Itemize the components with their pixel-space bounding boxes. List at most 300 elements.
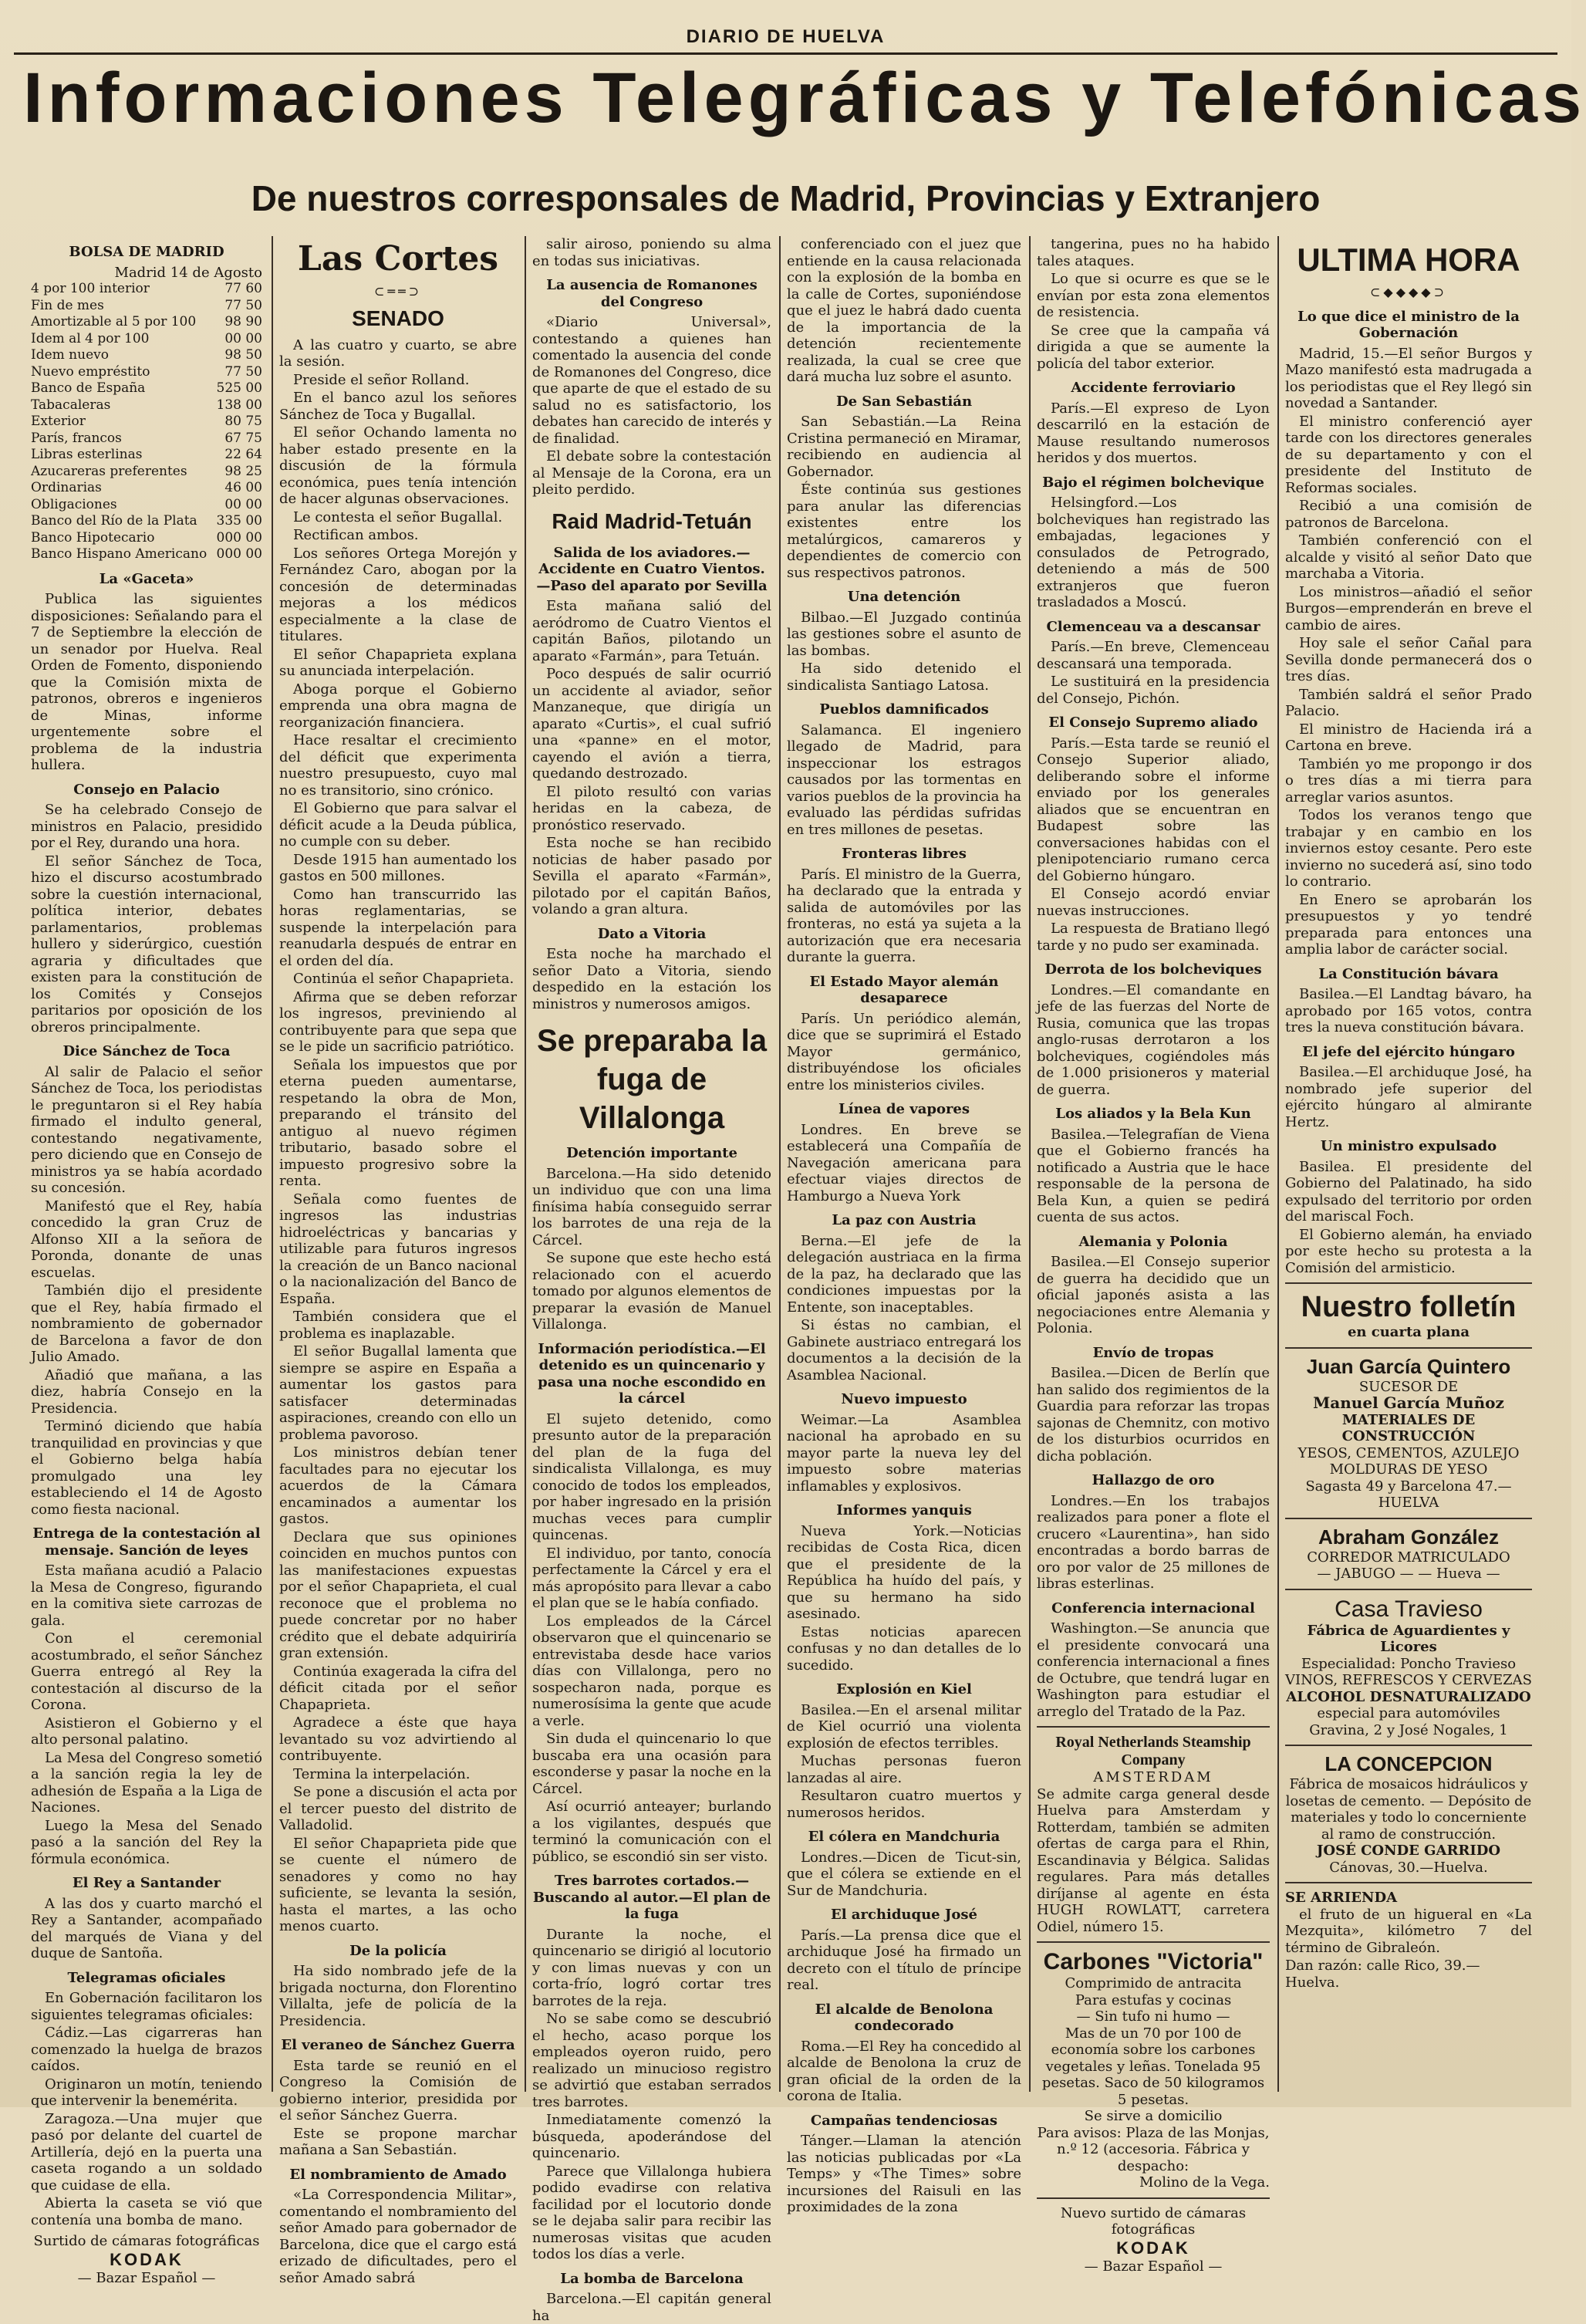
article-text: Agradece a éste que haya levantado su voz advirtiendo al contribuyente. [279, 1714, 517, 1764]
article-text: Rectifican ambos. [293, 527, 419, 543]
stock-row [31, 546, 262, 563]
column-6 [1285, 236, 1532, 2096]
article-text: Zaragoza.—Una mujer que pasó por delante del cuartel de Artillería, dejó en la puerta una caseta rogando a un soldado que cuidase de ella. [31, 2110, 262, 2194]
article-text: Continúa exagerada la cifra del déficit citada por el señor Chapaprieta. [279, 1663, 517, 1713]
garcia-ad [1285, 1355, 1532, 1512]
article-text: También conferenció con el alcalde y visitó al señor Dato que marchaba a Vitoria. [1285, 532, 1532, 582]
alcalde-title: El alcalde de Benolona condecorado [815, 2001, 994, 2034]
article-text: Se supone que este hecho está relacionado con el acuerdo tomado por algunos elementos de preparar la evasión de Manuel Villalonga. [532, 1250, 771, 1333]
stock-value: 98 90 [224, 314, 262, 329]
cortes-title: Las Cortes [297, 239, 499, 279]
royal-ad [1037, 1734, 1270, 1935]
stock-name: Nuevo empréstito [31, 363, 150, 380]
stock-value: 98 50 [224, 347, 262, 363]
article-text: Lo que si ocurre es que se le envían por esta zona elementos de resistencia. [1037, 271, 1270, 320]
ad-line: ALCOHOL DESNATURALIZADO [1286, 1688, 1531, 1705]
article-text: Londres. En breve se establecerá una Compañía de Navegación americana para efectuar viajes directos de Hamburgo a Nueva York [787, 1121, 1021, 1204]
ad-brand: KODAK [110, 2249, 184, 2269]
stock-row [31, 364, 262, 381]
article-text: En el banco azul los señores Sánchez de Toca y Bugallal. [279, 390, 517, 423]
article-text: Basilea.—Dicen de Berlín que han salido dos regimientos de la Guardia para reforzar las tropas sajonas de Chemnitz, con motivo de los disturbios ocurridos en dicha población. [1037, 1365, 1270, 1464]
article-text: El Consejo acordó enviar nuevas instrucciones. [1037, 886, 1270, 919]
ad-title: SE ARRIENDA [1285, 1890, 1398, 1906]
main-headline: Informaciones Telegráficas y Telefónicas [23, 59, 1586, 137]
ausencia-title: La ausencia de Romanones del Congreso [546, 277, 758, 310]
stock-row [31, 380, 262, 397]
article-text: Inmediatamente comenzó la búsqueda, apoderándose del quincenario. [532, 2112, 771, 2161]
article-text: Nueva York.—Noticias recibidas de Costa Rica, dicen que el presidente de la República ha huído del país, y que su hermano ha sido asesinado. [787, 1522, 1021, 1622]
article-text: Basilea.—El Consejo superior de guerra ha decidido que un oficial japonés asista a las negociaciones entre Alemania y Polonia. [1037, 1254, 1270, 1336]
stock-value: 67 75 [224, 430, 262, 446]
stock-name: Libras esterlinas [31, 447, 143, 462]
column-4 [787, 236, 1021, 2215]
expulsado-title: Un ministro expulsado [1320, 1138, 1497, 1154]
ad-title: Juan García Quintero [1306, 1354, 1511, 1378]
article-text: Todos los veranos tengo que trabajar y en cambio en los inviernos estoy cesante. Pero este invierno no sucederá así, sino todo lo contrario. [1285, 807, 1532, 890]
article-text: Señala como fuentes de ingresos las industrias hidroeléctricas y bancarias y utilizable para futuros ingresos la creación de un Banco nacional o la nacionalización del Banco de España. [279, 1191, 517, 1307]
ejercito-title: El jefe del ejército húngaro [1302, 1043, 1515, 1060]
detencion-title: Detención importante [566, 1145, 737, 1161]
article-text: El Gobierno alemán, ha enviado por este hecho su protesta a la Comisión del armisticio. [1285, 1226, 1532, 1276]
ad-line: Molino de la Vega. [1139, 2174, 1270, 2191]
stock-name: Idem nuevo [31, 347, 109, 363]
article-text: Señala los impuestos que por eterna pueden aumentarse, respetando la obra de Mon, preparando el tránsito del antiguo al nuevo régimen tributario, basado sobre el impuesto progresivo sobre la renta. [279, 1056, 517, 1189]
stock-value: 77 60 [224, 281, 262, 296]
stock-row [31, 331, 262, 348]
article-text: Los ministros—añadió el señor Burgos—emprenderán en breve el cambio de aires. [1285, 583, 1532, 633]
fuga-title: Se preparaba la fuga de Villalonga [537, 1024, 767, 1135]
ad-line: Especialidad: Poncho Travieso [1301, 1655, 1517, 1672]
gob-title: Lo que dice el ministro de la Gobernación [1297, 308, 1520, 341]
column-rule [272, 236, 273, 2092]
ad-line: YESOS, CEMENTOS, AZULEJO [1297, 1444, 1520, 1461]
ad-line: Mas de un 70 por 100 de economía sobre los carbones vegetales y leñas. Tonelada 95 pesetas. Saco de 50 kilogramos 5 pesetas. [1041, 2025, 1265, 2108]
divider [1285, 1282, 1532, 1284]
derrota-title: Derrota de los bolcheviques [1044, 961, 1262, 978]
stock-row [31, 513, 262, 530]
article-text: Helsingford.—Los bolcheviques han registrado las embajadas, legaciones y consulados de Petrogrado, deteniendo a más de 500 extranjeros que fueron trasladados a Moscú. [1037, 495, 1270, 610]
stock-value: 000 00 [216, 529, 262, 546]
article-text: Barcelona.—Ha sido detenido un individuo que con una lima finísima había conseguido serrar los barrotes de una reja de la Cárcel. [532, 1165, 771, 1248]
article-text: Parece que Villalonga hubiera podido evadirse con relativa facilidad por el locutorio donde se le dejaba salir para recibir las numerosas visitas que acuden todos los días a verle. [532, 2163, 771, 2262]
article-text: Los señores Ortega Morejón y Fernández Caro, abogan por la concesión de determinadas mejoras a los médicos especialmente a la clase de titulares. [279, 545, 517, 644]
stock-name: Exterior [31, 414, 86, 429]
stock-row [31, 397, 262, 414]
stock-name: París, francos [31, 430, 122, 446]
article-text: Éste continúa sus gestiones para anular las diferencias existentes entre los metalúrgicos, camareros y dependientes de comercio con sus respectivos patronos. [787, 481, 1021, 581]
folletin-box [1285, 1290, 1532, 1341]
article-text: También considera que el problema es inaplazable. [279, 1309, 517, 1342]
article-text: Los ministros debían tener facultades para no ejecutar los acuerdos de la Cámara encaminados a aumentar los gastos. [279, 1444, 517, 1527]
ad-text: el fruto de un higueral en «La Mezquita», kilómetro 7 del término de Gibraleón. [1285, 1906, 1532, 1956]
abraham-ad [1285, 1525, 1532, 1583]
divider [1037, 1941, 1270, 1943]
article-text: «Diario Universal», contestando a quienes han comentado la ausencia del conde de Romanones del Congreso, dice que aparte de que el estado de su salud no es satisfactorio, los debates han carecido de interés y de finalidad. [532, 314, 771, 447]
ad-title: Royal Netherlands Steamship Company [1055, 1734, 1251, 1768]
clemenceau-title: Clemenceau va a descansar [1046, 618, 1260, 635]
bomba-title: La bomba de Barcelona [560, 2270, 744, 2287]
article-text: No se sabe como se descubrió el hecho, acaso porque los empleados oyeron ruido, pero realizado un minucioso registro se advirtió que estaban serrados tres barrotes. [532, 2011, 771, 2110]
stock-name: Fin de mes [31, 297, 104, 313]
article-text: También dijo el presidente que el Rey, había firmado el nombramiento de gobernador de Barcelona a favor de don Julio Amado. [31, 1282, 262, 1365]
ad-line: especial para automóviles [1317, 1705, 1500, 1721]
article-text: El ministro de Hacienda irá a Cartona en breve. [1285, 721, 1532, 754]
article-text: Con el ceremonial acostumbrado, el señor Sánchez Guerra entregó al Rey la contestación al discurso de la Corona. [31, 1630, 262, 1713]
archiduque-title: El archiduque José [830, 1907, 978, 1923]
ad-line: — Bazar Español — [77, 2269, 216, 2286]
divider [1037, 2197, 1270, 2199]
article-text: Weimar.—La Asamblea nacional ha aprobado en su mayor parte la nueva ley del impuesto sobre materias inflamables y explosivos. [787, 1411, 1021, 1495]
stock-name: Banco Hipotecario [31, 529, 155, 546]
yanquis-title: Informes yanquis [836, 1502, 972, 1518]
article-text: Este se propone marchar mañana a San Sebastián. [279, 2125, 517, 2158]
article-text: Publica las siguientes disposiciones: Señalando para el 7 de Septiembre la elección de un senador por Huelva. Real Orden de Fomento, disponiendo que la Comisión mixta de patronos, obreros e ingenieros de Minas, informe urgentemente sobre el problema de la industria hullera. [31, 591, 262, 773]
stock-row [31, 347, 262, 364]
article-text: Basilea.—El archiduque José, ha nombrado jefe superior del ejército húngaro al almirante Hertz. [1285, 1064, 1532, 1130]
supremo-title: El Consejo Supremo aliado [1048, 714, 1258, 731]
ultima-hora-title: ULTIMA HORA [1297, 242, 1520, 278]
ad-line: Manuel García Muñoz [1313, 1393, 1504, 1412]
stock-value: 335 00 [216, 513, 262, 529]
ad-line: Cánovas, 30.—Huelva. [1329, 1859, 1488, 1876]
divider [1037, 1726, 1270, 1728]
policia-title: De la policía [349, 1942, 447, 1959]
stock-name: Ordinarias [31, 480, 102, 495]
article-text: El señor Sánchez de Toca, hizo el discurso acostumbrado sobre la cuestión internacional, política interior, debates parlamentarios, problemas hullero y siderúrgico, cuestión agraria y dificultades que existen para la constitución de los Comités y Consejos paritarios por oposición de los obreros principalmente. [31, 853, 262, 1035]
ad-line: Surtido de cámaras fotográficas [33, 2233, 260, 2249]
divider [1285, 1347, 1532, 1349]
divider [1285, 1518, 1532, 1519]
ad-line: Comprimido de antracita [1065, 1975, 1242, 1991]
ad-title: Carbones "Victoria" [1043, 1949, 1264, 1974]
article-text: Le sustituirá en la presidencia del Consejo, Pichón. [1037, 674, 1270, 707]
folletin-title: Nuestro folletín [1301, 1291, 1517, 1323]
stock-value: 77 50 [224, 363, 262, 380]
article-text: Abierta la caseta se vió que contenía una bomba de mano. [31, 2195, 262, 2228]
ad-line: JOSÉ CONDE GARRIDO [1316, 1843, 1501, 1859]
article-text: El señor Bugallal lamenta que siempre se aspire en España a aumentar los gastos para satisfacer determinadas aspiraciones, creando con ello un problema pavoroso. [279, 1343, 517, 1443]
article-text: Recibió a una comisión de patronos de Barcelona. [1285, 498, 1532, 531]
article-text: San Sebastián.—La Reina Cristina permaneció en Miramar, recibiendo en audiencia al Gobernador. [787, 414, 1021, 480]
pueblos-title: Pueblos damnificados [819, 701, 989, 718]
column-2 [279, 236, 517, 2286]
stock-value: 22 64 [224, 447, 262, 462]
stock-value: 46 00 [224, 480, 262, 495]
column-rule [525, 236, 526, 2092]
sansebastian-title: De San Sebastián [835, 393, 973, 410]
article-text: Esta tarde se reunió en el Congreso la Comisión de gobierno interior, presidida por el señor Sánchez Guerra. [279, 2057, 517, 2123]
stock-row [31, 497, 262, 514]
ad-title: Abraham González [1318, 1525, 1500, 1549]
article-text: Basilea.—El Landtag bávaro, ha aprobado por 165 votos, contra tres la nueva constitución bávara. [1285, 986, 1532, 1035]
polonia-title: Alemania y Polonia [1078, 1233, 1228, 1250]
article-text: Basilea.—En el arsenal militar de Kiel ocurrió una violenta explosión de efectos terribles. [787, 1701, 1021, 1751]
stock-table [31, 281, 262, 563]
article-text: Desde 1915 han aumentado los gastos en 500 millones. [279, 851, 517, 884]
divider [1285, 1589, 1532, 1590]
ad-line: Fábrica de mosaicos hidráulicos y losetas de cemento. — Depósito de materiales y todo lo concerniente al ramo de construcción. [1285, 1776, 1532, 1843]
concepcion-ad [1285, 1752, 1532, 1876]
article-text: Barcelona.—El capitán general ha [532, 2291, 771, 2324]
article-text: Londres.—El comandante en jefe de las fuerzas del Norte de Rusia, comunica que las tropas anglo-rusas derrotaron a los bolcheviques, cogiéndoles más de 1.000 prisioneros y material de guerra. [1037, 981, 1270, 1098]
article-text: Se cree que la campaña vá dirigida a que se aumente la policía del tabor exterior. [1037, 322, 1270, 372]
article-text: París.—El expreso de Lyon descarriló en la estación de Mause resultando numerosos heridos y dos muertos. [1037, 400, 1270, 466]
conferencia-title: Conferencia internacional [1051, 1599, 1255, 1616]
campanas-title: Campañas tendenciosas [810, 2112, 998, 2129]
column-rule [779, 236, 781, 2092]
bolsa-title: BOLSA DE MADRID [69, 244, 224, 260]
info-title: Información periodística.—El detenido es un quincenario y pasa una noche escondido en la cárcel [538, 1340, 766, 1407]
article-text: Se pone a discusión el acta por el tercer puesto del distrito de Valladolid. [279, 1784, 517, 1833]
ad-line: Nuevo surtido de cámaras fotográficas [1060, 2204, 1247, 2238]
article-text: Así ocurrió anteayer; burlando a los vigilantes, después que terminó la comunicación con el público, se escondió sin ser visto. [532, 1799, 771, 1865]
article-text: Si éstas no cambian, el Gabinete austriaco entregará los documentos a la decisión de la Asamblea Nacional. [787, 1317, 1021, 1383]
article-text: Como han transcurrido las horas reglamentarias, se suspende la interpelación para reanudarla después de entrar en el orden del día. [279, 886, 517, 969]
article-text: París.—En breve, Clemenceau descansará una temporada. [1037, 639, 1270, 672]
ad-line: CORREDOR MATRICULADO [1307, 1549, 1510, 1566]
article-text: A las dos y cuarto marchó el Rey a Santander, acompañado del marqués de Viana y del duque de Santoña. [31, 1895, 262, 1961]
article-text: Washington.—Se anuncia que el presidente convocará una conferencia internacional a fines de Octubre, que tendrá lugar en Washington para estudiar el arreglo del Tratado de la Paz. [1037, 1620, 1270, 1720]
arrienda-ad [1285, 1890, 1532, 1991]
palacio-title: Consejo en Palacio [73, 781, 220, 798]
stock-row [31, 530, 262, 547]
article-text: Luego la Mesa del Senado pasó a la sanción del Rey la fórmula económica. [31, 1817, 262, 1867]
article-text: «La Correspondencia Militar», comentando el nombramiento del señor Amado para gobernador de Barcelona, dice que el cargo está erizado de dificultades, pero el señor Amado sabrá [279, 2187, 517, 2286]
column-rule [1277, 236, 1279, 2092]
stock-name: Amortizable al 5 por 100 [31, 314, 197, 329]
raid-subtitle: Salida de los aviadores.—Accidente en Cuatro Vientos.—Paso del aparato por Sevilla [536, 544, 768, 594]
ad-line: Para avisos: Plaza de las Monjas, n.º 12 (accesoria. Fábrica y despacho: [1037, 2124, 1270, 2174]
article-text: Bilbao.—El Juzgado continúa las gestiones sobre el asunto de las bombas. [787, 609, 1021, 659]
bolsa-date: Madrid 14 de Agosto [114, 264, 262, 281]
raid-title: Raid Madrid-Tetuán [552, 508, 752, 533]
ad-line: Gravina, 2 y José Nogales, 1 [1309, 1721, 1508, 1738]
article-text: Le contesta el señor Bugallal. [293, 508, 503, 525]
kiel-title: Explosión en Kiel [836, 1681, 972, 1697]
article-text: Basilea. El presidente del Gobierno del Palatinado, ha sido expulsado del territorio por orden del mariscal Foch. [1285, 1158, 1532, 1224]
article-text: Esta noche ha marchado el señor Dato a Vitoria, siendo despedido en la estación los ministros y numerosos amigos. [532, 946, 771, 1012]
article-text: Basilea.—Telegrafían de Viena que el Gobierno francés ha notificado a Austria que le hace responsable de la persona de Bela Kun, a quien se pedirá cuenta de sus actos. [1037, 1126, 1270, 1225]
article-text: Asistieron el Gobierno y el alto personal palatino. [31, 1714, 262, 1748]
vapores-title: Línea de vapores [838, 1101, 970, 1117]
article-text: Estas noticias aparecen confusas y no dan detalles de lo sucedido. [787, 1623, 1021, 1674]
stock-name: Azucareras preferentes [31, 463, 187, 479]
article-text: Manifestó que el Rey, había concedido la gran Cruz de Alfonso XII a la señora de Poronda, donante de unas escuelas. [31, 1197, 262, 1281]
article-text: La respuesta de Bratiano llegó tarde y no pudo ser examinada. [1037, 920, 1270, 954]
ad-line: VINOS, REFRESCOS Y CERVEZAS [1285, 1672, 1532, 1688]
article-text: Esta mañana acudió a Palacio la Mesa de Congreso, figurando en la comitiva siete carrozas de gala. [31, 1562, 262, 1629]
stock-name: 4 por 100 interior [31, 281, 150, 296]
article-text: Salamanca. El ingeniero llegado de Madrid, para inspeccionar los estragos causados por las tormentas en varios pueblos de la provincia ha evaluado las pérdidas sufridas en tres millones de pesetas. [787, 721, 1021, 838]
ferroviario-title: Accidente ferroviario [1071, 380, 1236, 396]
article-text: París.—Esta tarde se reunió el Consejo Superior aliado, deliberando sobre el informe enviado por los generales aliados que se encuentran en Budapest sobre las conversaciones habidas con el plenipotenciario rumano cerca del Gobierno húngaro. [1037, 735, 1270, 884]
article-text: Ha sido nombrado jefe de la brigada nocturna, don Florentino Villalta, jefe de policía de la Presidencia. [279, 1963, 517, 2029]
carbones-ad [1037, 1949, 1270, 2191]
column-5 [1037, 236, 1270, 2275]
article-text: París. Un periódico alemán, dice que se suprimirá el Estado Mayor germánico, distribuyéndose los oficiales entre los ministerios civiles. [787, 1010, 1021, 1093]
article-text: A las cuatro y cuarto, se abre la sesión. [279, 336, 517, 370]
stock-name: Banco de España [31, 380, 146, 396]
impuesto-title: Nuevo impuesto [841, 1391, 967, 1407]
article-text: Aboga porque el Gobierno emprenda una obra magna de reorganización financiera. [279, 681, 517, 731]
stock-value: 00 00 [224, 496, 262, 512]
article-text: Durante la noche, el quincenario se dirigió al locutorio y con limas nuevas y con un corta-frío, logró cortar tres barrotes de la reja. [532, 1926, 771, 2009]
paz-title: La paz con Austria [832, 1212, 977, 1228]
article-text: Esta mañana salió del aeródromo de Cuatro Vientos el capitán Baños, pilotando un aparato «Farmán», para Tetuán. [532, 598, 771, 664]
estado-title: El Estado Mayor alemán desaparece [809, 973, 999, 1006]
article-text: El señor Chapaprieta pide que se cuente el número de senadores y como no hay suficiente, se levanta la sesión, hasta el martes, a las ocho menos cuarto. [279, 1835, 517, 1934]
senado-title: SENADO [352, 306, 444, 330]
article-text: Se ha celebrado Consejo de ministros en Palacio, presidido por el Rey, durando una hora. [31, 802, 262, 851]
ad-line: Se sirve a domicilio [1084, 2108, 1223, 2124]
article-text: Declara que sus opiniones coinciden en muchos puntos con las manifestaciones expuestas por el señor Chapaprieta, el cual reconoce que el problema no puede concretar por no haber crédito que el debate adquiriría gran extensión. [279, 1529, 517, 1661]
stock-value: 000 00 [216, 546, 262, 562]
ornament: ⊂══⊃ [373, 284, 423, 299]
article-text: Hace resaltar el crecimiento del déficit que experimenta nuestro presupuesto, cuyo mal no es transitorio, sino crónico. [279, 732, 517, 799]
ad-text: Se admite carga general desde Huelva para Amsterdam y Rotterdam, también se admiten ofertas de carga para el Rhin, Escandinavia y Bélgica. Salidas regulares. Para más detalles diríjanse al agente en ésta HUGH ROWLATT, carretera Odiel, número 15. [1037, 1785, 1270, 1935]
belakun-title: Los aliados y la Bela Kun [1055, 1106, 1251, 1122]
article-text: En Gobernación facilitaron los siguientes telegramas oficiales: [31, 1990, 262, 2023]
kodak-ad [31, 2233, 262, 2286]
ad-line: Sagasta 49 y Barcelona 47.—HUELVA [1305, 1478, 1512, 1511]
stock-value: 525 00 [216, 380, 262, 396]
stock-row [31, 298, 262, 315]
stock-row [31, 464, 262, 481]
article-text: Esta noche se han recibido noticias de haber pasado por Sevilla el aparato «Farmán», pilotado por el capitán Baños, volando a gran altura. [532, 835, 771, 917]
stock-name: Idem al 4 por 100 [31, 330, 150, 346]
stock-value: 00 00 [224, 330, 262, 346]
rey-title: El Rey a Santander [72, 1875, 221, 1891]
article-text: Afirma que se deben reforzar los ingresos, previniendo al contribuyente para que sepa que se le pide un sacrificio patriótico. [279, 988, 517, 1055]
ad-title: Casa Travieso [1335, 1596, 1483, 1622]
article-text: Hoy sale el señor Cañal para Sevilla donde permanecerá dos o tres días. [1285, 635, 1532, 684]
article-text: Cádiz.—Las cigarreras han comenzado la huelga de brazos caídos. [31, 2025, 262, 2074]
article-text: Sin duda el quincenario lo que buscaba era una ocasión para esconderse y pasar la noche en la Cárcel. [532, 1731, 771, 1797]
article-text: Termina la interpelación. [293, 1765, 471, 1782]
stock-value: 138 00 [216, 397, 262, 413]
article-text: El señor Chapaprieta explana su anunciada interpelación. [279, 646, 517, 679]
article-text: salir airoso, poniendo su alma en todas sus iniciativas. [532, 236, 771, 269]
article-text: Originaron un motín, teniendo que intervenir la benemérita. [31, 2076, 262, 2109]
entrega-title: Entrega de la contestación al mensaje. Sanción de leyes [32, 1525, 261, 1559]
gaceta-title: La «Gaceta» [99, 570, 194, 587]
article-text: Ha sido detenido el sindicalista Santiago Latosa. [787, 660, 1021, 694]
stock-row [31, 314, 262, 331]
kodak-ad [1037, 2205, 1270, 2275]
article-text: Al salir de Palacio el señor Sánchez de Toca, los periodistas le preguntaron si el Rey había firmado el indulto general, contestando negativamente, pero diciendo que en Consejo de ministros ya se había acordado su concesión. [31, 1063, 262, 1196]
fronteras-title: Fronteras libres [842, 846, 967, 862]
article-text: El debate sobre la contestación al Mensaje de la Corona, era un pleito perdido. [532, 448, 771, 498]
colera-title: El cólera en Mandchuria [808, 1829, 1001, 1845]
ad-line: AMSTERDAM [1093, 1769, 1213, 1785]
article-text: El piloto resultó con varias heridas en la cabeza, de pronóstico reservado. [532, 783, 771, 833]
article-text: Los empleados de la Cárcel observaron que el quincenario se entrevistaba desde hace varios días con Villalonga, pero no sospecharon nada, porque es numerosísima la gente que acude a verle. [532, 1613, 771, 1729]
ad-line: — Sin tufo ni humo — [1076, 2008, 1230, 2025]
ad-line: Fábrica de Aguardientes y Licores [1307, 1622, 1510, 1655]
article-text: El sujeto detenido, como presunto autor de la preparación del plan de la fuga del sindicalista Villalonga, es muy conocido de todos los empleados, por haber ingresado en la prisión muchas veces para cumplir quincenas. [532, 1410, 771, 1543]
article-text: París. El ministro de la Guerra, ha declarado que la entrada y salida de automóviles por las fronteras, no está ya sujeta a la autorización que era necesaria durante la guerra. [787, 866, 1021, 965]
telegramas-title: Telegramas oficiales [67, 1969, 226, 1986]
article-text: conferenciado con el juez que entiende en la causa relacionada con la explosión de la bomba en la calle de Cortes, suponiéndose que el juez le habrá dado cuenta de la importancia de la detención recientemente realizada, la cual se cree que dará mucha luz sobre el asunto. [787, 236, 1021, 385]
column-1 [31, 236, 262, 2286]
folletin-sub: en cuarta plana [1347, 1324, 1470, 1340]
divider [1285, 1745, 1532, 1746]
dato-title: Dato a Vitoria [597, 925, 707, 942]
tropas-title: Envío de tropas [1092, 1344, 1214, 1361]
stock-name: Banco del Río de la Plata [31, 513, 197, 529]
stock-value: 98 25 [224, 463, 262, 479]
stock-row [31, 414, 262, 431]
article-text: También yo me propongo ir dos o tres días a mi tierra para arreglar varios asuntos. [1285, 755, 1532, 806]
article-text: El individuo, por tanto, conocía perfectamente la Cárcel y era el más apropósito para llevar a cabo el plan que se le había confiado. [532, 1545, 771, 1611]
ad-line: Para estufas y cocinas [1075, 1991, 1232, 2008]
toca-title: Dice Sánchez de Toca [62, 1043, 231, 1059]
article-text: La Mesa del Congreso sometió a la sanción regia la ley de adhesión de España a la Liga de Naciones. [31, 1749, 262, 1816]
bavara-title: La Constitución bávara [1318, 965, 1499, 982]
sub-headline: De nuestros corresponsales de Madrid, Provincias y Extranjero [251, 178, 1321, 218]
stock-row [31, 431, 262, 448]
paper-name: DIARIO DE HUELVA [14, 22, 1557, 55]
ad-line: — Bazar Español — [1084, 2258, 1223, 2275]
stock-row [31, 480, 262, 497]
ad-line: SUCESOR DE [1358, 1378, 1459, 1395]
article-text: Resultaron cuatro muertos y numerosos heridos. [787, 1788, 1021, 1821]
article-text: Muchas personas fueron lanzadas al aire. [787, 1753, 1021, 1786]
ad-line: MATERIALES DE CONSTRUCCIÓN [1341, 1411, 1476, 1444]
amado-title: El nombramiento de Amado [289, 2166, 507, 2183]
article-text: Terminó diciendo que había tranquilidad en provincias y que el Gobierno belga había promulgado una ley estableciendo el 14 de Agosto como fiesta nacional. [31, 1418, 262, 1518]
stock-name: Banco Hispano Americano [31, 546, 208, 562]
article-text: Preside el señor Rolland. [293, 371, 470, 388]
ad-line: MOLDURAS DE YESO [1329, 1461, 1488, 1478]
ad-line: Dan razón: calle Rico, 39.—Huelva. [1285, 1957, 1480, 1991]
detencion-title: Una detención [847, 589, 961, 605]
article-text: El ministro conferenció ayer tarde con los directores generales de su departamento y con el presidente del Instituto de Reformas sociales. [1285, 413, 1532, 496]
stock-name: Obligaciones [31, 496, 117, 512]
divider [1285, 1882, 1532, 1883]
oro-title: Hallazgo de oro [1092, 1472, 1215, 1488]
barrotes-title: Tres barrotes cortados.—Buscando al autor.—El plan de la fuga [532, 1873, 771, 1922]
stock-row [31, 281, 262, 298]
article-text: Añadió que mañana, a las diez, habría Consejo en la Presidencia. [31, 1366, 262, 1417]
article-text: Berna.—El jefe de la delegación austriaca en la firma de la paz, ha declarado que las condiciones impuestas por la Entente, son inaceptables. [787, 1232, 1021, 1316]
ornament: ⊂◆◆◆◆⊃ [1369, 285, 1448, 299]
stock-value: 77 50 [224, 297, 262, 313]
bolchevique-title: Bajo el régimen bolchevique [1042, 474, 1264, 491]
article-text: También saldrá el señor Prado Palacio. [1285, 686, 1532, 719]
article-text: El Gobierno que para salvar el déficit acude a la Deuda pública, no cumple con su deber. [279, 800, 517, 850]
article-text: En Enero se aprobarán los presupuestos y yo tendré preparada para entonces una amplia labor de carácter social. [1285, 891, 1532, 958]
veraneo-title: El veraneo de Sánchez Guerra [281, 2037, 515, 2053]
stock-name: Tabacaleras [31, 397, 111, 413]
stock-row [31, 447, 262, 464]
article-text: Poco después de salir ocurrió un accidente al aviador, señor Manzaneque, que dirigía un aparato «Curtis», el cual sufrió una «panne» en el motor, cayendo el avión a tierra, quedando destrozado. [532, 666, 771, 782]
ad-brand: KODAK [1116, 2238, 1190, 2258]
column-3 [532, 236, 771, 2324]
article-text: Madrid, 15.—El señor Burgos y Mazo manifestó esta madrugada a los periodistas que el Rey llegó sin novedad a Santander. [1285, 345, 1532, 411]
ad-line: — JABUGO — — Hueva — [1317, 1566, 1500, 1582]
article-text: Londres.—Dicen de Ticut-sin, que el cólera se extiende en el Sur de Mandchuria. [787, 1849, 1021, 1899]
article-text: El señor Ochando lamenta no haber estado presente en la discusión de la fórmula económica, pues tenía intención de hacer algunas observaciones. [279, 424, 517, 507]
article-text: París.—La prensa dice que el archiduque José ha firmado un decreto con el título de príncipe real. [787, 1927, 1021, 1993]
article-text: tangerina, pues no ha habido tales ataques. [1037, 236, 1270, 269]
ad-title: LA CONCEPCION [1324, 1752, 1493, 1775]
article-text: Continúa el señor Chapaprieta. [293, 971, 515, 987]
article-text: Tánger.—Llaman la atención las noticias publicadas por «La Temps» y «The Times» sobre incursiones del Raisuli en las proximidades de la zona [787, 2133, 1021, 2215]
travieso-ad [1285, 1596, 1532, 1739]
article-text: Londres.—En los trabajos realizados para poner a flote el crucero «Laurentina», han sido encontradas a bordo barras de oro por valor de 25 millones de libras esterlinas. [1037, 1492, 1270, 1592]
article-text: Roma.—El Rey ha concedido al alcalde de Benolona la cruz de gran oficial de la orden de la corona de Italia. [787, 2038, 1021, 2104]
